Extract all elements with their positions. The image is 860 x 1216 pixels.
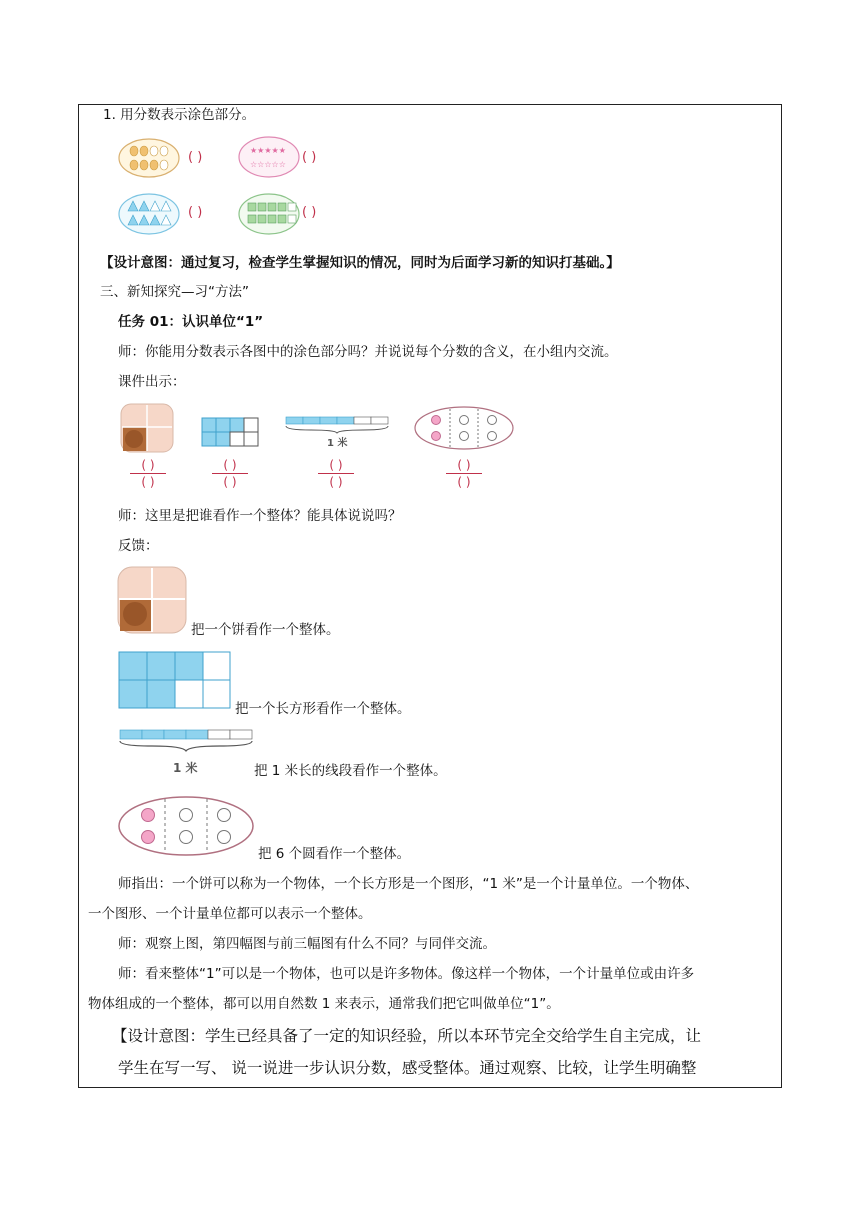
review-blank-2[interactable]: ( ) [302, 150, 317, 165]
design-intent-line-2: 学生在写一写、 说一说进一步认识分数，感受整体。通过观察、比较，让学生明确整 [118, 1059, 697, 1077]
review-question: 1. 用分数表示涂色部分。 [103, 107, 256, 123]
teacher-question-2: 师：这里是把谁看作一个整体？能具体说说吗？ [118, 508, 402, 524]
feedback-pancake [117, 566, 187, 634]
design-intent-line-1: 【设计意图：学生已经具备了一定的知识经验，所以本环节完全交给学生自主完成，让 [112, 1027, 702, 1045]
conclusion-line-2: 物体组成的一个整体，都可以用自然数 1 来表示，通常我们把它叫做单位“1”。 [88, 996, 560, 1012]
feedback-circles-oval [117, 795, 255, 857]
point-out-line-2: 一个图形、一个计量单位都可以表示一个整体。 [88, 906, 372, 922]
review-blank-4[interactable]: ( ) [302, 205, 317, 220]
task-title: 任务 01：认识单位“1” [118, 314, 264, 330]
feedback-3: 把 1 米长的线段看作一个整体。 [254, 763, 447, 779]
feedback-rectangle [118, 651, 231, 709]
feedback-2: 把一个长方形看作一个整体。 [235, 701, 411, 717]
review-oval-blue [118, 193, 180, 235]
fraction-blank-3[interactable]: ( ) ( ) [316, 458, 356, 489]
courseware-meter-bar [285, 416, 389, 434]
review-blank-1[interactable]: ( ) [188, 150, 203, 165]
fraction-blank-1[interactable]: ( ) ( ) [128, 458, 168, 489]
review-blank-3[interactable]: ( ) [188, 205, 203, 220]
conclusion-line-1: 师：看来整体“1”可以是一个物体，也可以是许多物体。像这样一个物体，一个计量单位或由许多 [118, 966, 695, 982]
svg-text:★★★★★: ★★★★★ [250, 146, 286, 155]
courseware-pancake [120, 403, 174, 453]
review-oval-pink [238, 136, 300, 178]
teacher-question-1: 师：你能用分数表示各图中的涂色部分吗？并说说每个分数的含义，在小组内交流。 [118, 344, 618, 360]
review-oval-orange [118, 138, 180, 178]
feedback-4: 把 6 个圆看作一个整体。 [258, 846, 411, 862]
fraction-blank-4[interactable]: ( ) ( ) [444, 458, 484, 489]
courseware-label: 课件出示： [118, 374, 186, 390]
courseware-meter-label: 1 米 [327, 438, 348, 449]
point-out-line-1: 师指出：一个饼可以称为一个物体，一个长方形是一个图形，“1 米”是一个计量单位。一个物体、 [118, 876, 699, 892]
feedback-label: 反馈： [118, 538, 159, 554]
teacher-question-3: 师：观察上图，第四幅图与前三幅图有什么不同？与同伴交流。 [118, 936, 496, 952]
courseware-rectangle [201, 417, 259, 447]
fraction-blank-2[interactable]: ( ) ( ) [210, 458, 250, 489]
feedback-meter-label: 1 米 [173, 761, 198, 775]
review-design-intent: 【设计意图：通过复习，检查学生掌握知识的情况，同时为后面学习新的知识打基础。】 [100, 255, 620, 271]
section-heading: 三、新知探究—习“方法” [100, 284, 249, 300]
feedback-1: 把一个饼看作一个整体。 [191, 622, 340, 638]
svg-text:☆☆☆☆☆: ☆☆☆☆☆ [250, 160, 286, 169]
courseware-circles-oval [414, 406, 514, 450]
review-oval-green [238, 193, 300, 235]
feedback-meter-bar [119, 729, 253, 753]
